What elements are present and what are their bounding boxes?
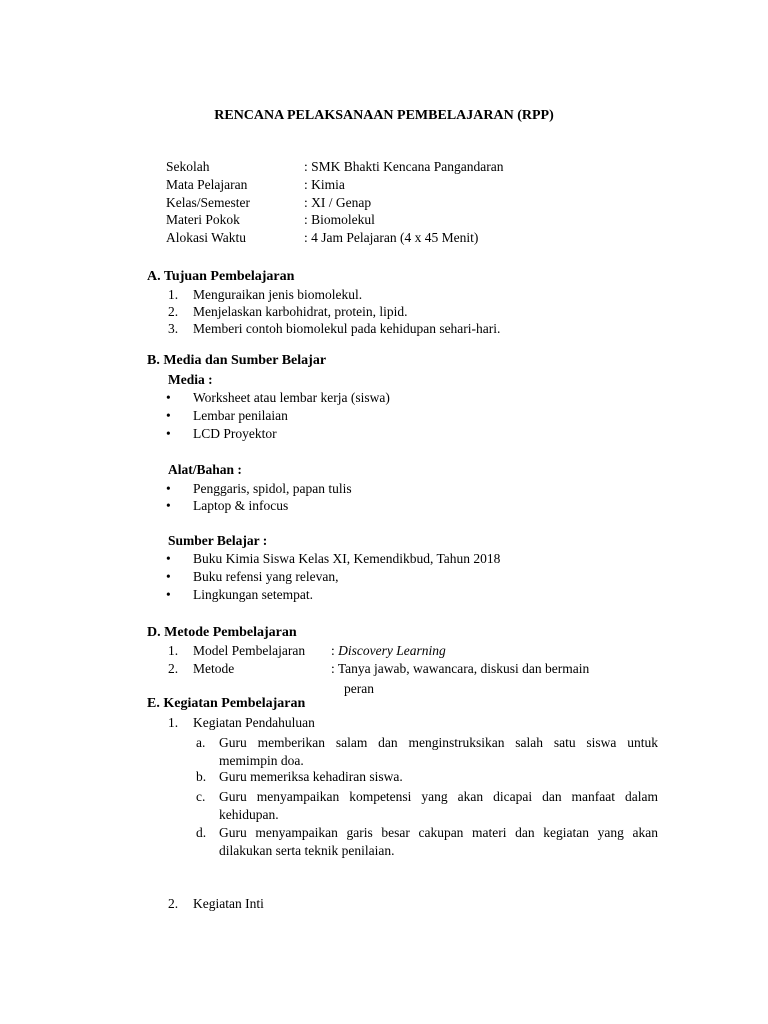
document-title: RENCANA PELAKSANAAN PEMBELAJARAN (RPP) <box>214 108 554 123</box>
list-item: Lembar penilaian <box>193 408 288 423</box>
bullet-icon: • <box>166 587 171 602</box>
list-letter: d. <box>196 825 207 840</box>
identity-label: Sekolah <box>166 159 210 174</box>
list-item: Laptop & infocus <box>193 498 289 513</box>
list-letter: a. <box>196 735 206 750</box>
list-number: 1. <box>168 715 179 730</box>
identity-label: Alokasi Waktu <box>166 230 247 245</box>
bullet-icon: • <box>166 551 171 566</box>
method-value-continuation: peran <box>344 681 374 696</box>
sumber-heading: Sumber Belajar : <box>168 533 268 548</box>
identity-label: Mata Pelajaran <box>166 177 248 192</box>
list-item: Penggaris, spidol, papan tulis <box>193 481 352 496</box>
list-item: LCD Proyektor <box>193 426 277 441</box>
list-item: Lingkungan setempat. <box>193 587 313 602</box>
list-item: Worksheet atau lembar kerja (siswa) <box>193 390 390 405</box>
media-heading: Media : <box>168 372 213 387</box>
alat-heading: Alat/Bahan : <box>168 462 242 477</box>
activity-item: Guru menyampaikan kompetensi yang akan dicapai dan manfaat dalam kehidupan. <box>219 789 658 822</box>
list-number: 3. <box>168 321 179 336</box>
list-number: 2. <box>168 661 179 676</box>
bullet-icon: • <box>166 569 171 584</box>
bullet-icon: • <box>166 426 171 441</box>
identity-value: : Biomolekul <box>304 212 375 227</box>
bullet-icon: • <box>166 498 171 513</box>
identity-value: : Kimia <box>304 177 345 192</box>
list-item: Buku Kimia Siswa Kelas XI, Kemendikbud, Tahun 2018 <box>193 551 501 566</box>
activity-title: Kegiatan Inti <box>193 896 264 911</box>
list-item: Buku refensi yang relevan, <box>193 569 339 584</box>
list-number: 2. <box>168 304 179 319</box>
list-item: Memberi contoh biomolekul pada kehidupan sehari-hari. <box>193 321 501 336</box>
method-value: : Tanya jawab, wawancara, diskusi dan bermain <box>331 661 590 676</box>
identity-value: : 4 Jam Pelajaran (4 x 45 Menit) <box>304 230 479 245</box>
section-a-heading: A. Tujuan Pembelajaran <box>147 269 295 284</box>
method-value <box>331 642 446 660</box>
bullet-icon: • <box>166 408 171 423</box>
method-label: Model Pembelajaran <box>193 643 306 658</box>
section-d-heading: D. Metode Pembelajaran <box>147 625 297 640</box>
method-label: Metode <box>193 661 235 676</box>
identity-label: Materi Pokok <box>166 212 240 227</box>
identity-value: : XI / Genap <box>304 195 372 210</box>
list-item: Menjelaskan karbohidrat, protein, lipid. <box>193 304 408 319</box>
activity-item: Guru menyampaikan garis besar cakupan materi dan kegiatan yang akan dilakukan serta teknik penilaian. <box>219 825 658 858</box>
method-colon: : <box>331 643 339 658</box>
activity-item: Guru memberikan salam dan menginstruksikan salah satu siswa untuk memimpin doa. <box>219 735 658 768</box>
section-b-heading: B. Media dan Sumber Belajar <box>147 353 327 368</box>
list-number: 1. <box>168 287 179 302</box>
list-letter: c. <box>196 789 206 804</box>
identity-label: Kelas/Semester <box>166 195 250 210</box>
list-number: 2. <box>168 896 179 911</box>
list-letter: b. <box>196 769 207 784</box>
activity-title: Kegiatan Pendahuluan <box>193 715 315 730</box>
list-number: 1. <box>168 643 179 658</box>
activity-item: Guru memeriksa kehadiran siswa. <box>219 769 403 784</box>
method-value-italic: Discovery Learning <box>338 643 446 658</box>
bullet-icon: • <box>166 390 171 405</box>
list-item: Menguraikan jenis biomolekul. <box>193 287 363 302</box>
identity-value: : SMK Bhakti Kencana Pangandaran <box>304 159 504 174</box>
bullet-icon: • <box>166 481 171 496</box>
section-e-heading: E. Kegiatan Pembelajaran <box>147 696 306 711</box>
